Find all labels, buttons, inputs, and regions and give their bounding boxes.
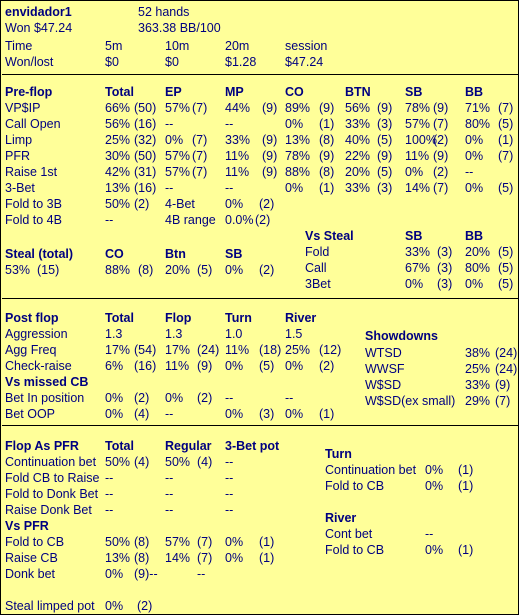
wonlost-label: Won/lost	[5, 55, 54, 69]
flop-pfr-regular-value: --	[165, 503, 174, 517]
postflop-cell-count: (5)	[259, 359, 275, 373]
showdown-value: 25%	[465, 362, 491, 376]
four-bet-count: (2)	[259, 197, 275, 211]
separator-postflop	[2, 425, 518, 426]
steal-sb-label: SB	[225, 247, 243, 261]
four-bet-value: 0%	[225, 197, 244, 211]
flop-pfr-3bet-value: --	[225, 487, 234, 501]
preflop-cell-count: (16)	[134, 117, 157, 131]
preflop-cell-value: 89%	[285, 101, 311, 115]
preflop-cell-value: 14%	[405, 181, 431, 195]
preflop-cell-value: 0%	[465, 181, 484, 195]
preflop-cell-value: 13%	[105, 181, 131, 195]
preflop-cell-value: 56%	[345, 101, 371, 115]
flop-pfr-header-regular: Regular	[165, 439, 212, 453]
postflop-header-river: River	[285, 311, 317, 325]
river-row-label: Cont bet	[325, 527, 373, 541]
missed-cb-cell-count: (2)	[134, 391, 150, 405]
preflop-row-label: Raise 1st	[5, 165, 58, 179]
preflop-cell-value: 78%	[285, 149, 311, 163]
turn-count: (1)	[458, 479, 474, 493]
preflop-cell-count: (9)	[377, 101, 393, 115]
preflop-cell-value: 100%	[405, 133, 437, 147]
preflop-cell-value: 30%	[105, 149, 131, 163]
showdown-count: (24)	[495, 346, 518, 360]
preflop-header-mp: MP	[225, 85, 244, 99]
vs-pfr-3bet-value: 0%	[225, 551, 244, 565]
showdown-row-label: WWSF	[365, 362, 405, 376]
postflop-cell-value: 1.3	[105, 327, 123, 341]
won-total: Won $47.24	[5, 21, 73, 35]
preflop-cell-value: 11%	[225, 165, 250, 179]
missed-cb-cell-count: (3)	[259, 407, 275, 421]
vs-pfr-total-count: (8)	[134, 535, 150, 549]
preflop-cell-value: 33%	[345, 117, 371, 131]
showdown-count: (7)	[495, 394, 511, 408]
preflop-cell-count: (7)	[192, 165, 208, 179]
postflop-row-label: Aggression	[5, 327, 68, 341]
postflop-row-label: Agg Freq	[5, 343, 57, 357]
vs-steal-bb-value: 80%	[465, 261, 491, 275]
river-title: River	[325, 511, 357, 525]
flop-pfr-total-value: --	[105, 471, 114, 485]
fold-to-3b-count: (2)	[134, 197, 150, 211]
preflop-cell-value: 71%	[465, 101, 491, 115]
steal-sb-value: 0%	[225, 263, 244, 277]
preflop-header-bb: BB	[465, 85, 484, 99]
preflop-cell-count: (7)	[192, 101, 208, 115]
vs-steal-sb-value: 67%	[405, 261, 431, 275]
preflop-cell-value: 57%	[165, 149, 191, 163]
preflop-cell-count: (50)	[134, 101, 157, 115]
showdown-row-label: WTSD	[365, 346, 402, 360]
preflop-cell-count: (9)	[433, 101, 449, 115]
vs-pfr-total-value: 50%	[105, 535, 131, 549]
preflop-cell-value: 57%	[165, 165, 191, 179]
vs-steal-bb-value: 20%	[465, 245, 491, 259]
turn-row-label: Fold to CB	[325, 479, 385, 493]
preflop-cell-value: 88%	[285, 165, 311, 179]
preflop-cell-value: 33%	[345, 181, 371, 195]
postflop-cell-value: 17%	[165, 343, 191, 357]
preflop-cell-value: 0%	[465, 149, 484, 163]
preflop-cell-value: 11%	[405, 149, 430, 163]
turn-title: Turn	[325, 447, 352, 461]
vs-pfr-3bet-count: (1)	[259, 551, 275, 565]
preflop-cell-value: --	[465, 165, 474, 179]
preflop-cell-value: 78%	[405, 101, 431, 115]
preflop-cell-count: (7)	[433, 117, 449, 131]
vs-pfr-row-label: Fold to CB	[5, 535, 65, 549]
preflop-cell-value: 22%	[345, 149, 371, 163]
separator-preflop	[2, 298, 518, 299]
flop-pfr-regular-value: --	[165, 487, 174, 501]
postflop-cell-count: (2)	[319, 359, 335, 373]
postflop-cell-value: 1.5	[285, 327, 303, 341]
steal-btn-label: Btn	[165, 247, 186, 261]
vs-steal-bb-label: BB	[465, 229, 484, 243]
showdown-count: (24)	[495, 362, 518, 376]
preflop-cell-count: (7)	[192, 149, 208, 163]
vs-pfr-total-count: (9)--	[134, 567, 158, 581]
vs-steal-sb-value: 33%	[405, 245, 431, 259]
steal-title: Steal (total)	[5, 247, 74, 261]
preflop-cell-value: 0%	[165, 133, 184, 147]
preflop-cell-value: 13%	[285, 133, 311, 147]
steal-btn-value: 20%	[165, 263, 191, 277]
vs-pfr-total-value: 0%	[105, 567, 124, 581]
postflop-cell-value: 1.0	[225, 327, 243, 341]
separator-header	[2, 74, 518, 75]
postflop-cell-count: (16)	[134, 359, 157, 373]
vs-pfr-total-value: 13%	[105, 551, 131, 565]
vs-steal-row-label: Fold	[305, 245, 330, 259]
missed-cb-cell-value: --	[285, 391, 294, 405]
preflop-cell-count: (1)	[319, 181, 335, 195]
showdown-row-label: W$SD	[365, 378, 402, 392]
showdown-value: 33%	[465, 378, 491, 392]
flop-pfr-row-label: Continuation bet	[5, 455, 97, 469]
postflop-cell-value: 0%	[285, 359, 304, 373]
preflop-cell-value: 0%	[405, 165, 424, 179]
flop-pfr-regular-count: (4)	[197, 455, 213, 469]
preflop-row-label: PFR	[5, 149, 30, 163]
vs-pfr-regular-value: 14%	[165, 551, 191, 565]
steal-limped-pot-label: Steal limped pot	[5, 599, 95, 613]
postflop-cell-value: 6%	[105, 359, 124, 373]
preflop-cell-count: (16)	[134, 181, 157, 195]
flop-pfr-row-label: Raise Donk Bet	[5, 503, 92, 517]
flop-pfr-header-3bet-pot: 3-Bet pot	[225, 439, 280, 453]
preflop-cell-count: (2)	[433, 165, 449, 179]
preflop-cell-count: (5)	[498, 117, 514, 131]
preflop-cell-value: 56%	[105, 117, 131, 131]
preflop-cell-count: (9)	[262, 101, 278, 115]
steal-co-count: (8)	[138, 263, 154, 277]
vs-steal-bb-count: (5)	[498, 277, 514, 291]
vs-pfr-regular-value: --	[197, 567, 206, 581]
postflop-cell-value: 17%	[105, 343, 131, 357]
preflop-cell-count: (8)	[319, 133, 335, 147]
postflop-cell-value: 11%	[165, 359, 190, 373]
preflop-cell-count: (9)	[377, 149, 393, 163]
preflop-row-label: Call Open	[5, 117, 61, 131]
preflop-cell-value: 66%	[105, 101, 131, 115]
flop-as-pfr-title: Flop As PFR	[5, 439, 79, 453]
time-5m: 5m	[105, 39, 123, 53]
postflop-header-total: Total	[105, 311, 134, 325]
preflop-cell-value: --	[225, 117, 234, 131]
player-name: envidador1	[5, 5, 72, 19]
preflop-cell-value: 42%	[105, 165, 131, 179]
showdown-row-label: W$SD(ex small)	[365, 394, 456, 408]
preflop-cell-value: 44%	[225, 101, 251, 115]
preflop-cell-count: (5)	[377, 165, 393, 179]
preflop-cell-count: (8)	[319, 165, 335, 179]
missed-cb-cell-value: 0%	[285, 407, 304, 421]
vs-steal-row-label: Call	[305, 261, 327, 275]
flop-pfr-row-label: Fold CB to Raise	[5, 471, 100, 485]
flop-pfr-header-total: Total	[105, 439, 134, 453]
preflop-cell-value: 57%	[165, 101, 191, 115]
postflop-cell-count: (54)	[134, 343, 157, 357]
preflop-cell-count: (9)	[262, 133, 278, 147]
preflop-cell-count: (9)	[433, 149, 449, 163]
missed-cb-cell-value: --	[165, 407, 174, 421]
preflop-title: Pre-flop	[5, 85, 53, 99]
missed-cb-cell-value: 0%	[165, 391, 184, 405]
postflop-header-turn: Turn	[225, 311, 252, 325]
preflop-cell-value: --	[225, 181, 234, 195]
flop-pfr-regular-value: --	[165, 471, 174, 485]
vs-steal-sb-label: SB	[405, 229, 423, 243]
preflop-header-btn: BTN	[345, 85, 371, 99]
preflop-cell-value: 0%	[465, 133, 484, 147]
time-20m: 20m	[225, 39, 250, 53]
vs-missed-cb-title: Vs missed CB	[5, 375, 89, 389]
vs-steal-sb-count: (3)	[437, 245, 453, 259]
river-row-label: Fold to CB	[325, 543, 385, 557]
fold-to-4b-label: Fold to 4B	[5, 213, 62, 227]
vs-steal-title: Vs Steal	[305, 229, 354, 243]
river-count: (1)	[458, 543, 474, 557]
preflop-header-total: Total	[105, 85, 134, 99]
preflop-row-label: VP$IP	[5, 101, 41, 115]
showdowns-title: Showdowns	[365, 329, 438, 343]
preflop-cell-count: (31)	[134, 165, 157, 179]
postflop-title: Post flop	[5, 311, 59, 325]
missed-cb-cell-value: 0%	[225, 407, 244, 421]
preflop-cell-value: 33%	[225, 133, 251, 147]
postflop-cell-value: 0%	[225, 359, 244, 373]
turn-row-label: Continuation bet	[325, 463, 417, 477]
flop-pfr-3bet-value: --	[225, 455, 234, 469]
preflop-cell-count: (7)	[498, 149, 514, 163]
preflop-cell-count: (9)	[262, 149, 278, 163]
vs-steal-sb-count: (3)	[437, 277, 453, 291]
preflop-cell-value: --	[165, 181, 174, 195]
fold-to-3b-value: 50%	[105, 197, 131, 211]
flop-pfr-total-value: 50%	[105, 455, 131, 469]
preflop-cell-count: (7)	[498, 101, 514, 115]
preflop-cell-count: (9)	[262, 165, 278, 179]
postflop-cell-count: (12)	[319, 343, 342, 357]
time-label: Time	[5, 39, 33, 53]
preflop-cell-count: (7)	[192, 133, 208, 147]
postflop-cell-count: (24)	[197, 343, 220, 357]
steal-limped-pot-value: 0%	[105, 599, 124, 613]
vs-pfr-title: Vs PFR	[5, 519, 49, 533]
steal-co-value: 88%	[105, 263, 131, 277]
missed-cb-cell-value: 0%	[105, 407, 124, 421]
flop-pfr-3bet-value: --	[225, 503, 234, 517]
time-session: session	[285, 39, 328, 53]
preflop-cell-count: (1)	[498, 133, 514, 147]
vs-steal-sb-count: (3)	[437, 261, 453, 275]
missed-cb-cell-value: --	[225, 391, 234, 405]
postflop-cell-count: (18)	[259, 343, 282, 357]
wonlost-20m: $1.28	[225, 55, 257, 69]
preflop-header-sb: SB	[405, 85, 423, 99]
four-bet-label: 4-Bet	[165, 197, 195, 211]
missed-cb-row-label: Bet OOP	[5, 407, 56, 421]
vs-pfr-regular-count: (7)	[197, 535, 213, 549]
steal-total-count: (15)	[37, 263, 60, 277]
preflop-row-label: 3-Bet	[5, 181, 35, 195]
postflop-row-label: Check-raise	[5, 359, 72, 373]
vs-pfr-total-count: (8)	[134, 551, 150, 565]
postflop-header-flop: Flop	[165, 311, 192, 325]
preflop-cell-value: 11%	[225, 149, 250, 163]
missed-cb-cell-count: (4)	[134, 407, 150, 421]
showdown-count: (9)	[495, 378, 511, 392]
preflop-cell-value: 57%	[405, 117, 431, 131]
preflop-cell-count: (1)	[319, 117, 335, 131]
steal-limped-pot-count: (2)	[137, 599, 153, 613]
preflop-cell-count: (7)	[433, 181, 449, 195]
flop-pfr-total-value: --	[105, 487, 114, 501]
vs-steal-row-label: 3Bet	[305, 277, 331, 291]
preflop-cell-value: 40%	[345, 133, 371, 147]
flop-pfr-total-count: (4)	[134, 455, 150, 469]
postflop-cell-value: 1.3	[165, 327, 183, 341]
preflop-cell-count: (9)	[319, 101, 335, 115]
vs-steal-bb-count: (5)	[498, 261, 514, 275]
hands-count: 52 hands	[138, 5, 190, 19]
steal-sb-count: (2)	[259, 263, 275, 277]
wonlost-session: $47.24	[285, 55, 324, 69]
missed-cb-cell-value: 0%	[105, 391, 124, 405]
steal-btn-count: (5)	[197, 263, 213, 277]
steal-total-value: 53%	[5, 263, 31, 277]
flop-pfr-row-label: Fold to Donk Bet	[5, 487, 99, 501]
preflop-cell-count: (50)	[134, 149, 157, 163]
postflop-cell-value: 25%	[285, 343, 311, 357]
preflop-cell-value: 25%	[105, 133, 131, 147]
preflop-cell-value: --	[165, 117, 174, 131]
turn-value: 0%	[425, 463, 444, 477]
fold-to-4b-value: --	[105, 213, 114, 227]
wonlost-5m: $0	[105, 55, 119, 69]
missed-cb-cell-count: (2)	[197, 391, 213, 405]
preflop-cell-count: (9)	[319, 149, 335, 163]
preflop-cell-value: 80%	[465, 117, 491, 131]
bb-per-100: 363.38 BB/100	[138, 21, 221, 35]
showdown-value: 38%	[465, 346, 491, 360]
missed-cb-row-label: Bet In position	[5, 391, 85, 405]
vs-steal-bb-value: 0%	[465, 277, 484, 291]
vs-pfr-regular-count: (7)	[197, 551, 213, 565]
vs-pfr-3bet-count: (1)	[259, 535, 275, 549]
preflop-cell-count: (3)	[377, 181, 393, 195]
flop-pfr-total-value: --	[105, 503, 114, 517]
missed-cb-cell-count: (1)	[319, 407, 335, 421]
four-bet-range-value: 0.0%	[225, 213, 254, 227]
postflop-cell-count: (9)	[197, 359, 213, 373]
vs-steal-bb-count: (5)	[498, 245, 514, 259]
preflop-cell-value: 0%	[285, 117, 304, 131]
preflop-cell-count: (5)	[377, 133, 393, 147]
vs-pfr-regular-value: 57%	[165, 535, 191, 549]
showdown-value: 29%	[465, 394, 491, 408]
steal-co-label: CO	[105, 247, 124, 261]
time-10m: 10m	[165, 39, 190, 53]
flop-pfr-regular-value: 50%	[165, 455, 191, 469]
preflop-header-ep: EP	[165, 85, 182, 99]
four-bet-range-label: 4B range	[165, 213, 216, 227]
river-value: --	[425, 527, 434, 541]
flop-pfr-3bet-value: --	[225, 471, 234, 485]
turn-value: 0%	[425, 479, 444, 493]
preflop-cell-count: (3)	[377, 117, 393, 131]
postflop-cell-value: 11%	[225, 343, 250, 357]
fold-to-3b-label: Fold to 3B	[5, 197, 62, 211]
preflop-header-co: CO	[285, 85, 304, 99]
four-bet-range-count: (2)	[255, 213, 271, 227]
river-value: 0%	[425, 543, 444, 557]
wonlost-10m: $0	[165, 55, 179, 69]
preflop-cell-count: (2)	[433, 133, 449, 147]
vs-pfr-row-label: Raise CB	[5, 551, 58, 565]
preflop-cell-count: (5)	[498, 181, 514, 195]
preflop-cell-count: (32)	[134, 133, 157, 147]
preflop-row-label: Limp	[5, 133, 33, 147]
vs-steal-sb-value: 0%	[405, 277, 424, 291]
vs-pfr-row-label: Donk bet	[5, 567, 56, 581]
preflop-cell-value: 0%	[285, 181, 304, 195]
preflop-cell-value: 20%	[345, 165, 371, 179]
vs-pfr-3bet-value: 0%	[225, 535, 244, 549]
turn-count: (1)	[458, 463, 474, 477]
